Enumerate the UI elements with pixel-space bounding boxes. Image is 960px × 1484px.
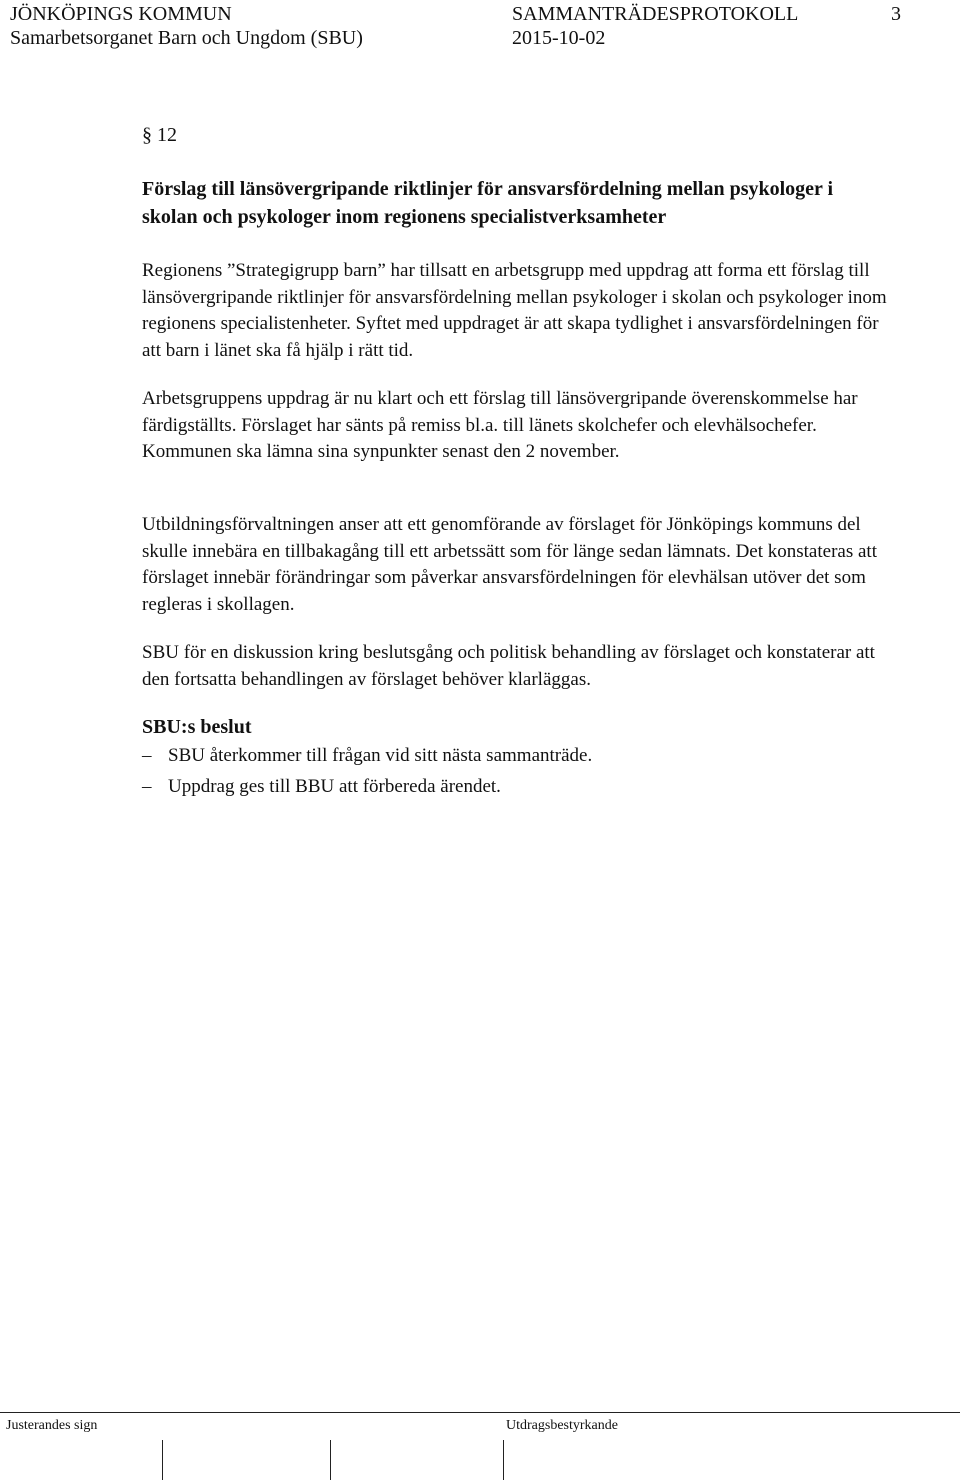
header-doc-type: SAMMANTRÄDESPROTOKOLL bbox=[512, 3, 799, 25]
footer-extract-label: Utdragsbestyrkande bbox=[506, 1418, 618, 1433]
decision-list bbox=[142, 740, 902, 802]
signature-field bbox=[162, 1440, 163, 1480]
decision-item bbox=[142, 740, 902, 771]
decision-heading: SBU:s beslut bbox=[142, 716, 252, 738]
signature-field bbox=[330, 1440, 331, 1480]
paragraph-2: Arbetsgruppens uppdrag är nu klart och ett förslag till länsövergripande överenskommelse har färdigställts. Förslaget har sänts på remiss bl.a. till länets skolchefer och elevhälsochefer. Kommunen ska lämna sina synpunkter senast den 2 november. bbox=[142, 388, 858, 462]
decision-item-text: SBU återkommer till frågan vid sitt nästa sammanträde. bbox=[168, 745, 593, 766]
header-body-name: Samarbetsorganet Barn och Ungdom (SBU) bbox=[10, 27, 363, 49]
paragraph-4: SBU för en diskussion kring beslutsgång och politisk behandling av förslaget och konstaterar att den fortsatta behandlingen av förslaget behöver klarläggas. bbox=[142, 642, 875, 690]
signature-field bbox=[503, 1440, 504, 1480]
decision-item bbox=[142, 771, 902, 802]
agenda-item-title: Förslag till länsövergripande riktlinjer för ansvarsfördelning mellan psykologer i skolan och psykologer inom regionens specialistverksamheter bbox=[142, 178, 834, 228]
header-org: JÖNKÖPINGS KOMMUN bbox=[10, 3, 232, 25]
section-number: § 12 bbox=[142, 124, 177, 146]
decision-item-text: Uppdrag ges till BBU att förbereda ärendet. bbox=[168, 776, 501, 797]
paragraph-1: Regionens ”Strategigrupp barn” har tillsatt en arbetsgrupp med uppdrag att forma ett förslag till länsövergripande riktlinjer för ansvarsfördelning mellan psykologer i skolan och psykologer inom regionens specialistenheter. Syftet med uppdraget är att skapa tydlighet i ansvarsfördelningen för att barn i länet ska få hjälp i rätt tid. bbox=[142, 260, 887, 361]
paragraph-3: Utbildningsförvaltningen anser att ett genomförande av förslaget för Jönköpings kommuns del skulle innebära en tillbakagång till ett arbetssätt som för länge sedan lämnats. Det konstateras att förslaget innebär förändringar som påverkar ansvarsfördelningen för elevhälsan utöver det som regleras i skollagen. bbox=[142, 514, 877, 615]
header-date: 2015-10-02 bbox=[512, 27, 606, 49]
footer-divider bbox=[0, 1412, 960, 1413]
dash-bullet: – bbox=[142, 776, 152, 797]
dash-bullet: – bbox=[142, 745, 152, 766]
footer-sign-label: Justerandes sign bbox=[6, 1418, 98, 1433]
header-page-number: 3 bbox=[891, 3, 901, 25]
